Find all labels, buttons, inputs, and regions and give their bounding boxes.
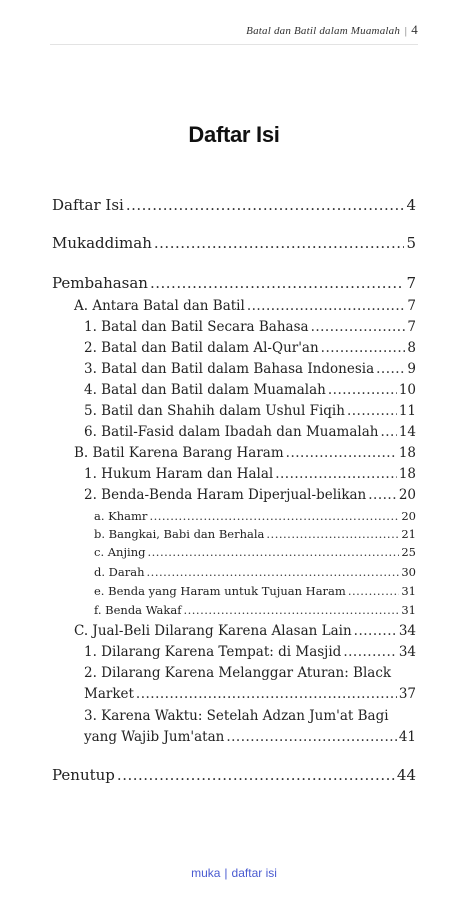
toc-leader [266,527,399,541]
toc-leader [311,319,406,335]
toc-label: f. Benda Wakaf [94,603,182,617]
toc-leader [376,361,405,377]
toc-leader [343,644,396,660]
toc-leader [347,403,397,419]
toc-label: Penutup [52,766,115,784]
toc-leader [368,487,397,503]
footer-separator: | [224,866,228,880]
toc-entry-b2c[interactable] [94,545,416,559]
toc-label: e. Benda yang Haram untuk Tujuan Haram [94,584,346,598]
toc-leader [247,298,406,314]
toc-page: 25 [401,545,416,559]
toc-page: 7 [407,319,416,335]
toc-entry-daftar-isi[interactable] [52,196,416,214]
toc-label: 5. Batil dan Shahih dalam Ushul Fiqih [84,403,345,419]
toc-entry-pembahasan[interactable] [52,274,416,292]
toc-entry-b2e[interactable] [94,584,416,598]
toc-label: A. Antara Batal dan Batil [74,298,245,314]
toc-entry-section-b[interactable] [74,445,416,461]
toc-entry-penutup[interactable] [52,766,416,784]
page-title: Daftar Isi [188,122,280,147]
toc-label: a. Khamr [94,509,148,523]
toc-page: 34 [398,644,416,660]
toc-leader [380,424,396,440]
toc-entry-c2[interactable] [84,686,416,702]
toc-page: 37 [398,686,416,702]
header-page-number: 4 [411,22,418,37]
toc-page: 30 [401,565,416,579]
toc-entry-b2a[interactable] [94,509,416,523]
toc-label: 2. Batal dan Batil dalam Al-Qur'an [84,340,319,356]
toc-leader [354,623,397,639]
toc-page: 8 [407,340,416,356]
toc-leader [183,603,399,617]
toc-page: 20 [398,487,416,503]
toc-page: 34 [398,623,416,639]
toc-entry-a5[interactable] [84,403,416,419]
toc-leader [275,466,397,482]
toc-page: 44 [396,766,416,784]
toc-leader [328,382,397,398]
toc-page: 18 [398,466,416,482]
toc-leader [126,196,405,214]
toc-page: 31 [401,584,416,598]
toc-entry-a6[interactable] [84,424,416,440]
toc-page: 7 [406,274,416,292]
toc-page: 20 [401,509,416,523]
toc-page: 11 [398,403,416,419]
toc-entry-a3[interactable] [84,361,416,377]
toc-page: 4 [406,196,416,214]
toc-entry-b2b[interactable] [94,527,416,541]
toc-label: 3. Batal dan Batil dalam Bahasa Indonesia [84,361,375,377]
toc-page: 14 [398,424,416,440]
toc-entry-c3[interactable] [84,729,416,745]
toc-label: 1. Dilarang Karena Tempat: di Masjid [84,644,342,660]
toc-page: 21 [401,527,416,541]
toc-entry-mukaddimah[interactable] [52,234,416,252]
toc-leader [136,686,397,702]
toc-label: Market [84,686,134,702]
toc-entry-c2-line1[interactable]: 2. Dilarang Karena Melanggar Aturan: Black [84,665,392,681]
toc-leader [348,584,400,598]
toc-label: Mukaddimah [52,234,152,252]
toc-leader [286,445,397,461]
toc-leader [321,340,406,356]
toc-label: b. Bangkai, Babi dan Berhala [94,527,265,541]
toc-label: d. Darah [94,565,145,579]
toc-entry-b1[interactable] [84,466,416,482]
toc-label: 4. Batal dan Batil dalam Muamalah [84,382,326,398]
toc-label: Daftar Isi [52,196,124,214]
home-link[interactable]: muka [191,866,221,880]
header-rule [50,44,418,45]
toc-label: 6. Batil-Fasid dalam Ibadah dan Muamalah [84,424,379,440]
toc-label: Pembahasan [52,274,148,292]
running-header [246,22,418,38]
toc-leader [150,274,404,292]
toc-entry-b2d[interactable] [94,565,416,579]
toc-leader [117,766,395,784]
toc-label: c. Anjing [94,545,146,559]
toc-page: 9 [407,361,416,377]
toc-entry-a2[interactable] [84,340,416,356]
toc-label: 2. Benda-Benda Haram Diperjual-belikan [84,487,367,503]
toc-leader [226,729,396,745]
toc-label: 1. Hukum Haram dan Halal [84,466,274,482]
toc-leader [154,234,405,252]
footer-nav [0,866,468,880]
toc-page: 7 [407,298,416,314]
toc-page: 41 [398,729,416,745]
toc-entry-a4[interactable] [84,382,416,398]
toc-leader [147,545,399,559]
toc-page: 10 [398,382,416,398]
toc-entry-section-a[interactable] [74,298,416,314]
toc-entry-a1[interactable] [84,319,416,335]
toc-entry-section-c[interactable] [74,623,416,639]
toc-page: 5 [406,234,416,252]
toc-link[interactable]: daftar isi [231,866,277,880]
toc-label: yang Wajib Jum'atan [84,729,225,745]
toc-entry-b2[interactable] [84,487,416,503]
toc-entry-b2f[interactable] [94,603,416,617]
running-title: Batal dan Batil dalam Muamalah [246,25,401,37]
toc-entry-c1[interactable] [84,644,416,660]
toc-label: 1. Batal dan Batil Secara Bahasa [84,319,309,335]
toc-leader [147,565,400,579]
toc-leader [149,509,399,523]
header-separator: | [404,25,408,37]
toc-entry-c3-line1[interactable]: 3. Karena Waktu: Setelah Adzan Jum'at Bagi [84,708,389,724]
toc-page: 18 [398,445,416,461]
toc-label: C. Jual-Beli Dilarang Karena Alasan Lain [74,623,352,639]
toc-label: B. Batil Karena Barang Haram [74,445,284,461]
toc-page: 31 [401,603,416,617]
